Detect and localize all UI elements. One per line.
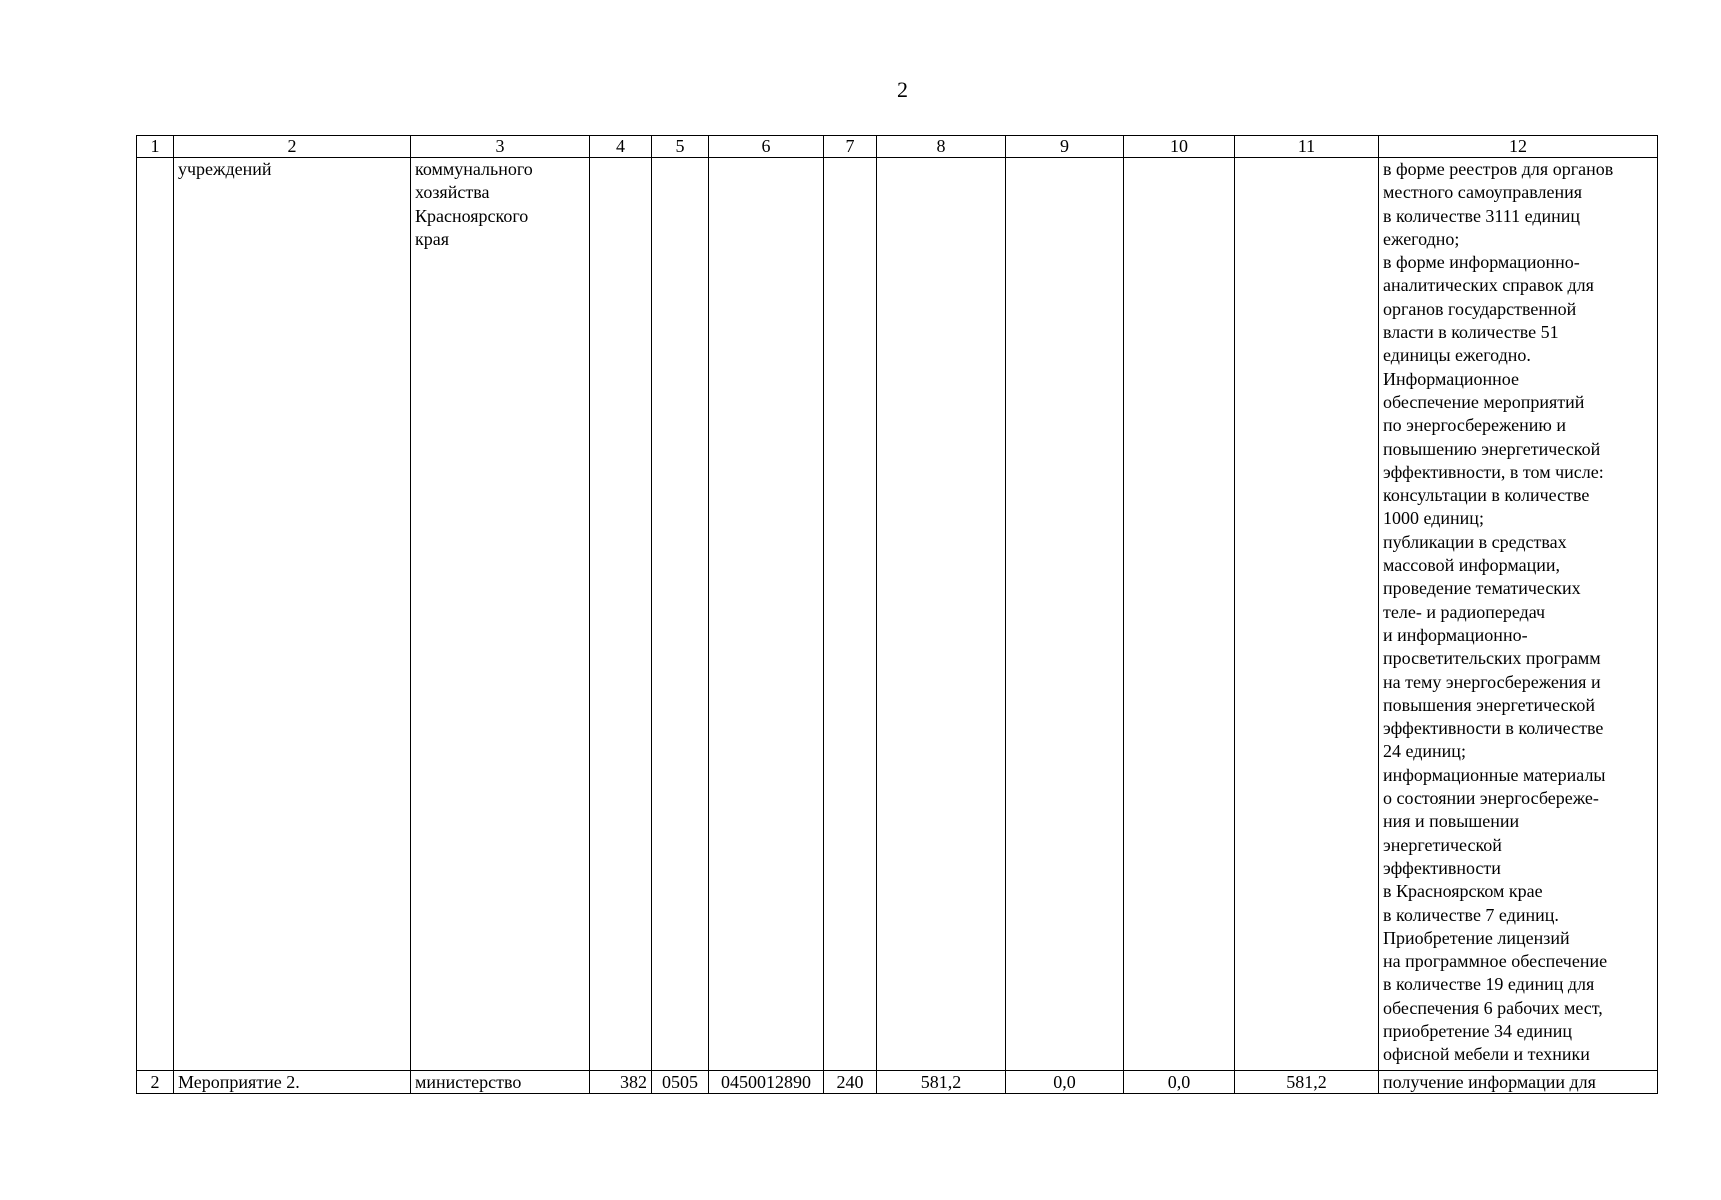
text-line: повышения энергетической (1383, 694, 1596, 715)
text-line: консультации в количестве (1383, 485, 1590, 506)
column-header: 5 (652, 136, 709, 158)
target-article-cell: 0450012890 (709, 1071, 824, 1094)
amount-cell: 0,0 (1006, 1071, 1124, 1094)
text-line: эффективности (1383, 857, 1501, 878)
column-header: 4 (590, 136, 652, 158)
text-line: 24 единиц; (1383, 741, 1466, 762)
column-header: 2 (174, 136, 411, 158)
text-line: проведение тематических (1383, 578, 1581, 599)
text-line: в Красноярском крае (1383, 881, 1543, 902)
text-line: в количестве 3111 единиц (1383, 205, 1581, 226)
empty-cell (709, 158, 824, 1071)
text-line: энергетической (1383, 834, 1502, 855)
executor-cell: министерство (411, 1071, 590, 1094)
program-table (136, 135, 1658, 1094)
text-line: массовой информации, (1383, 555, 1561, 576)
column-header: 10 (1124, 136, 1235, 158)
measure-name-cell: учреждений (174, 158, 411, 1071)
column-header: 6 (709, 136, 824, 158)
text-line: просветительских программ (1383, 648, 1601, 669)
empty-cell (652, 158, 709, 1071)
empty-cell (877, 158, 1006, 1071)
empty-cell (824, 158, 877, 1071)
text-line: в количестве 19 единиц для (1383, 974, 1595, 995)
measure-name-cell: Мероприятие 2. (174, 1071, 411, 1094)
text-line: по энергосбережению и (1383, 415, 1567, 436)
text-line: органов государственной (1383, 298, 1577, 319)
empty-cell (1124, 158, 1235, 1071)
expected-result-cell (1379, 158, 1658, 1071)
text-line: на программное обеспечение (1383, 951, 1608, 972)
text-line: информационные материалы (1383, 764, 1606, 785)
table-row-measure-2 (137, 1071, 1658, 1094)
text-line: повышению энергетической (1383, 438, 1601, 459)
text-line: Информационное (1383, 368, 1520, 389)
empty-cell (1235, 158, 1379, 1071)
executor-cell (411, 158, 590, 1071)
table-row-continued (137, 158, 1658, 1071)
text-line: эффективности, в том числе: (1383, 461, 1604, 482)
amount-cell: 581,2 (877, 1071, 1006, 1094)
text-line: края (415, 228, 450, 249)
text-line: эффективности в количестве (1383, 718, 1604, 739)
column-header: 1 (137, 136, 174, 158)
text-line: приобретение 34 единиц (1383, 1020, 1572, 1041)
column-header: 11 (1235, 136, 1379, 158)
expense-type-cell: 240 (824, 1071, 877, 1094)
empty-cell (1006, 158, 1124, 1071)
column-header: 3 (411, 136, 590, 158)
section-code-cell: 0505 (652, 1071, 709, 1094)
column-header: 8 (877, 136, 1006, 158)
text-line: офисной мебели и техники (1383, 1044, 1590, 1065)
text-line: власти в количестве 51 (1383, 322, 1559, 343)
amount-cell: 0,0 (1124, 1071, 1235, 1094)
row-number-cell (137, 158, 174, 1071)
text-line: коммунального (415, 159, 533, 179)
text-line: теле- и радиопередач (1383, 601, 1546, 622)
text-line: обеспечения 6 рабочих мест, (1383, 997, 1603, 1018)
column-header: 12 (1379, 136, 1658, 158)
text-line: аналитических справок для (1383, 275, 1594, 296)
grbs-code-cell: 382 (590, 1071, 652, 1094)
text-line: ния и повышении (1383, 811, 1520, 832)
text-line: обеспечение мероприятий (1383, 391, 1585, 412)
text-line: в форме реестров для органов (1383, 159, 1614, 179)
text-line: 1000 единиц; (1383, 508, 1484, 529)
row-number-cell: 2 (137, 1071, 174, 1094)
text-line: о состоянии энергосбереже- (1383, 788, 1599, 809)
text-line: в количестве 7 единиц. (1383, 904, 1559, 925)
text-line: ежегодно; (1383, 228, 1460, 249)
column-number-row (137, 136, 1658, 158)
text-line: единицы ежегодно. (1383, 345, 1531, 366)
column-header: 7 (824, 136, 877, 158)
text-line: и информационно- (1383, 624, 1528, 645)
column-header: 9 (1006, 136, 1124, 158)
page-number: 2 (897, 77, 908, 102)
text-line: хозяйства (415, 182, 490, 203)
total-amount-cell: 581,2 (1235, 1071, 1379, 1094)
expected-result-cell: получение информации для (1379, 1071, 1658, 1094)
text-line: Приобретение лицензий (1383, 927, 1570, 948)
empty-cell (590, 158, 652, 1071)
text-line: местного самоуправления (1383, 182, 1583, 203)
text-line: в форме информационно- (1383, 252, 1580, 273)
text-line: на тему энергосбережения и (1383, 671, 1601, 692)
text-line: Красноярского (415, 205, 529, 226)
text-line: публикации в средствах (1383, 531, 1567, 552)
